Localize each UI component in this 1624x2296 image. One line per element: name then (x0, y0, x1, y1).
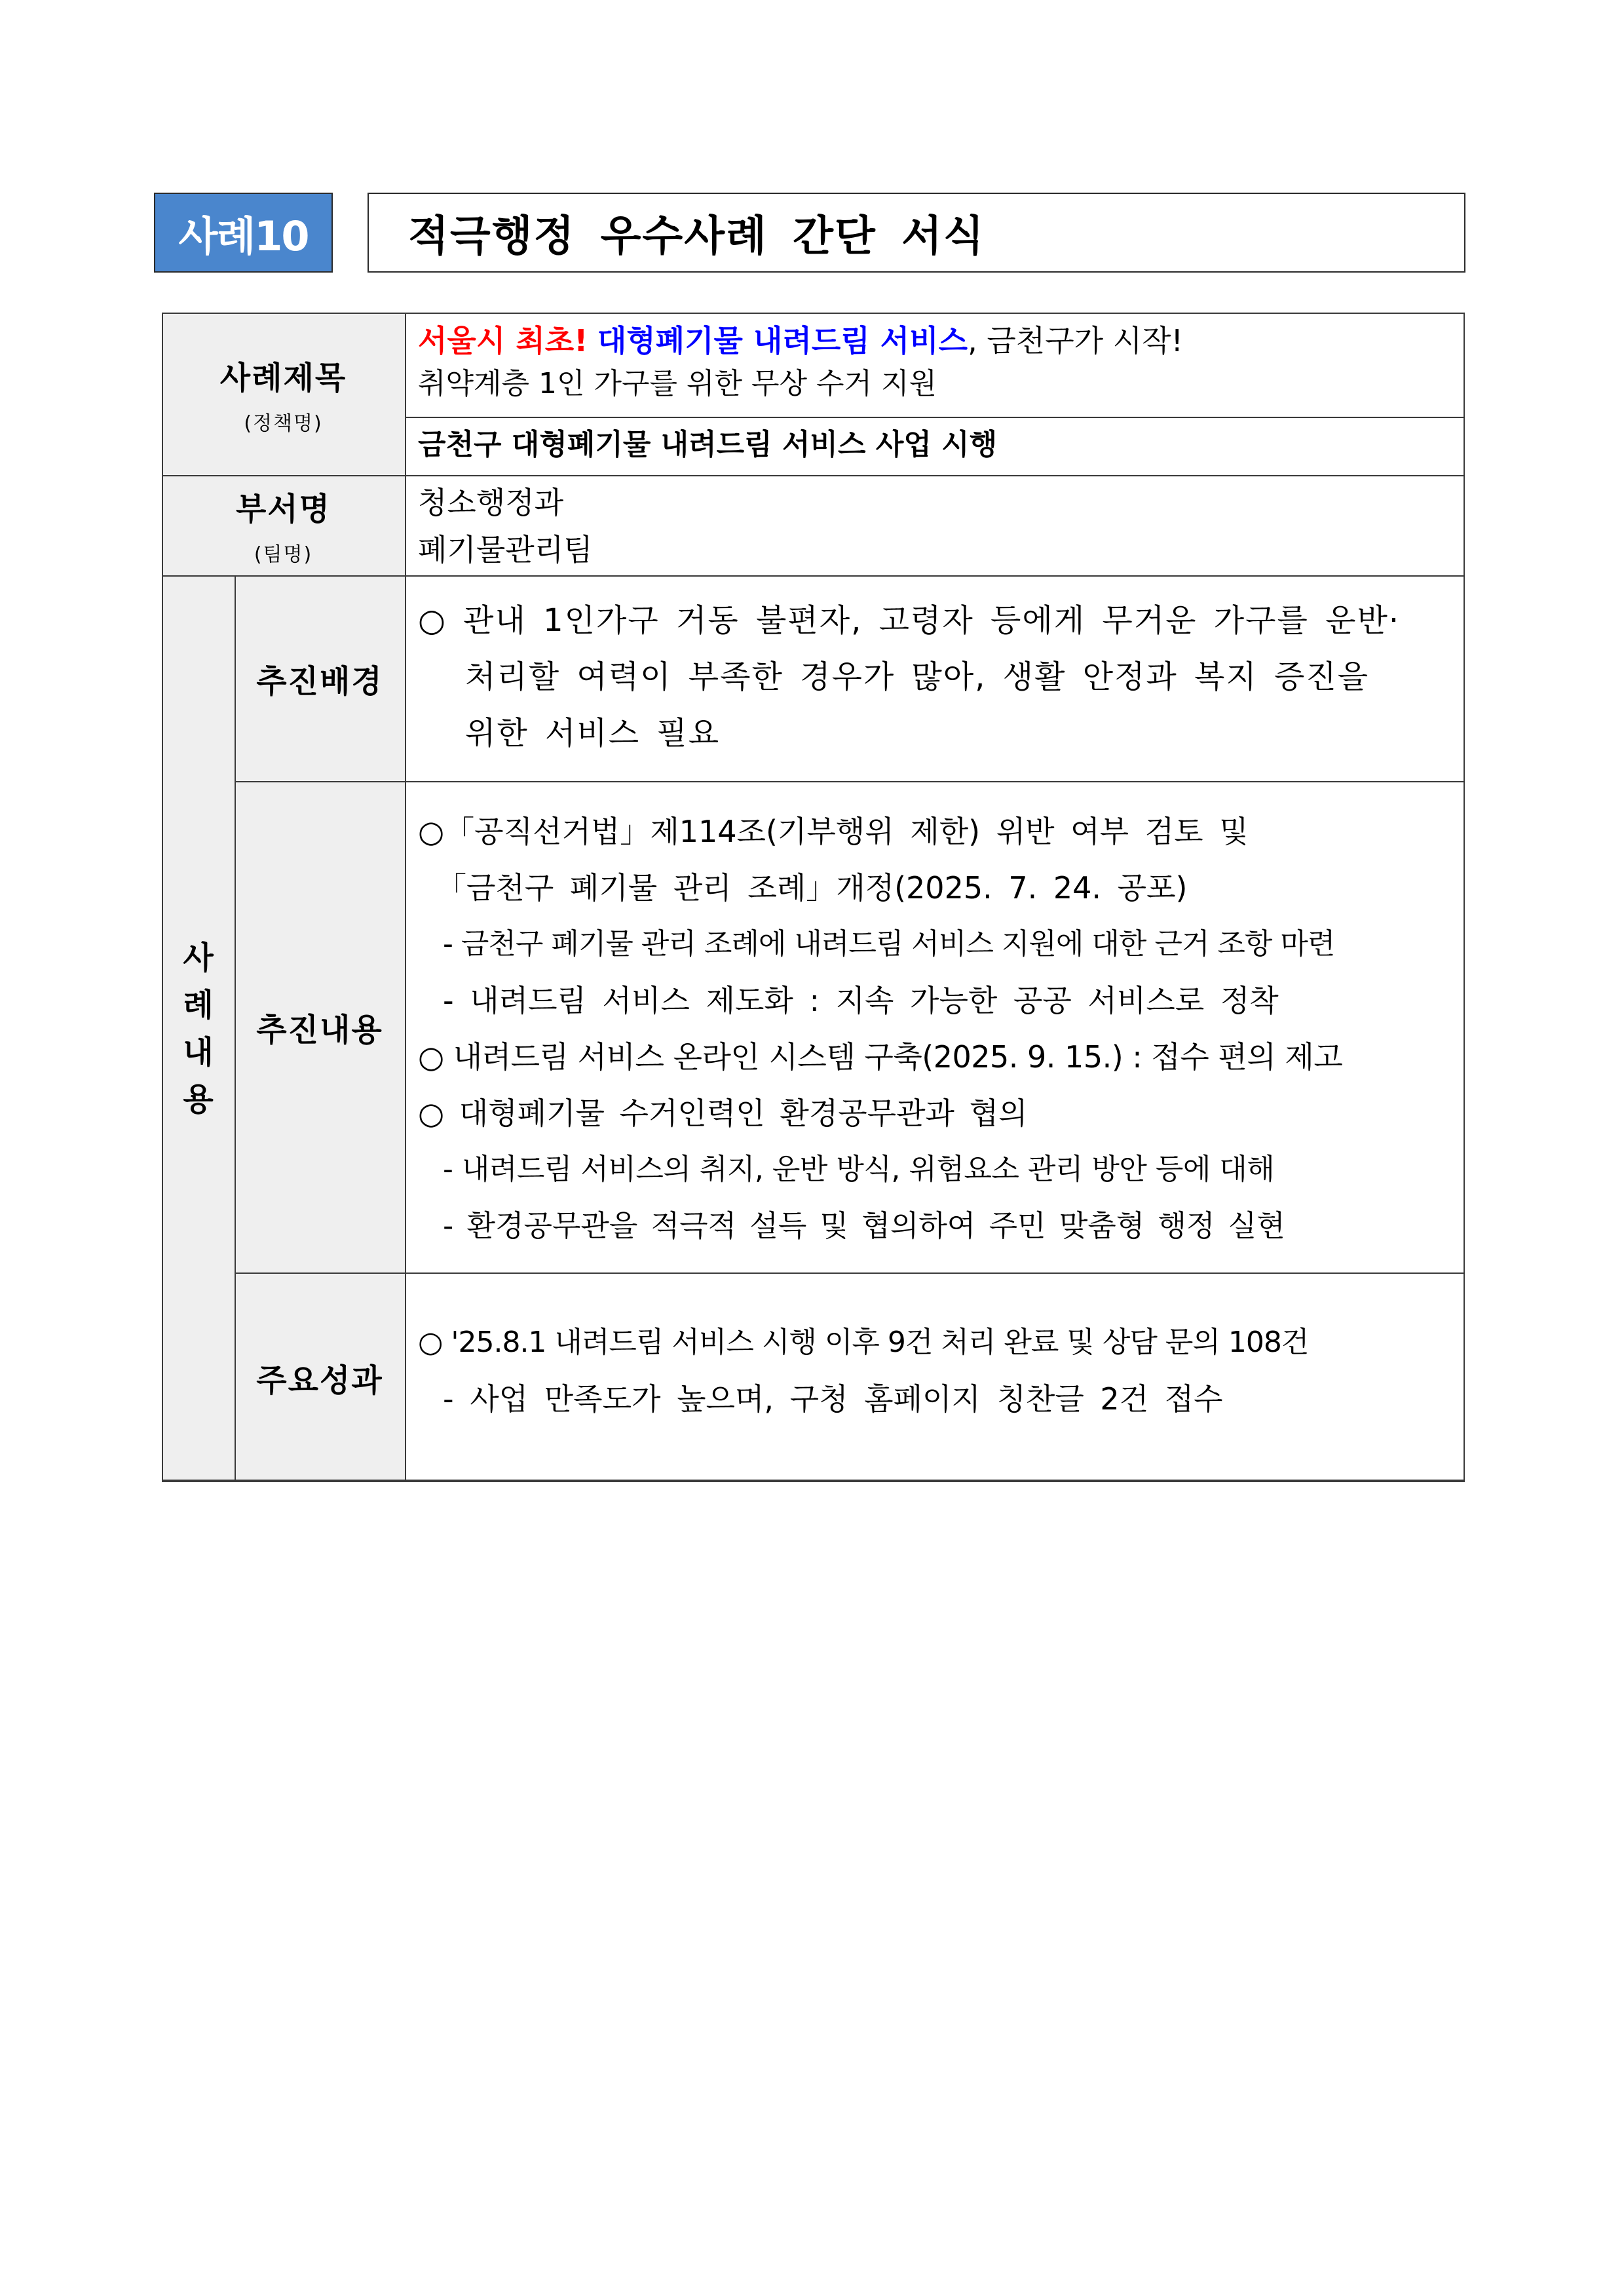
case-content-label (179, 934, 218, 1123)
headline-blue-text: 대형폐기물 내려드림 서비스 (597, 323, 968, 358)
department-name: 청소행정과 (418, 485, 564, 520)
results-line: ○ '25.8.1 내려드림 서비스 시행 이후 9건 처리 완료 및 상담 문의 108건 (418, 1326, 1309, 1359)
background-line: 처리할 여력이 부족한 경우가 많아, 생활 안정과 복지 증진을 (465, 659, 1370, 695)
divider (405, 313, 406, 1482)
label-char: 사 (183, 940, 214, 976)
details-line: ○「공직선거법」제114조(기부행위 제한) 위반 여부 검토 및 (418, 814, 1249, 849)
details-content (405, 781, 1465, 1272)
label-char: 용 (183, 1081, 214, 1118)
case-table (162, 313, 1465, 1482)
headline-rest-text: , 금천구가 시작! (968, 323, 1184, 358)
dept-label: 부서명 (235, 491, 331, 527)
case-subheadline: 취약계층 1인 가구를 위한 무상 수거 지원 (418, 367, 937, 400)
details-line: - 내려드림 서비스의 취지, 운반 방식, 위험요소 관리 방안 등에 대해 (443, 1153, 1275, 1186)
results-label-cell (235, 1272, 405, 1482)
details-line: - 내려드림 서비스 제도화 : 지속 가능한 공공 서비스로 정착 (443, 983, 1279, 1018)
results-label: 주요성과 (256, 1362, 383, 1399)
policy-name: 금천구 대형폐기물 내려드림 서비스 사업 시행 (418, 428, 998, 461)
case-title-content (405, 313, 1465, 417)
page-title-text: 적극행정 우수사례 간단 서식 (408, 212, 985, 261)
details-label: 추진내용 (256, 1011, 383, 1048)
results-content (405, 1272, 1465, 1482)
case-number-badge: 사례10 (154, 193, 333, 273)
label-char: 례 (183, 987, 214, 1024)
details-line: 「금천구 폐기물 관리 조례」개정(2025. 7. 24. 공포) (436, 870, 1188, 906)
details-line: - 환경공무관을 적극적 설득 및 협의하여 주민 맞춤형 행정 실현 (443, 1208, 1285, 1243)
dept-label-cell (162, 475, 405, 575)
dept-sublabel: (팀명) (254, 543, 313, 566)
divider (235, 1272, 1465, 1274)
case-title-label-cell (162, 313, 405, 475)
details-line: ○ 내려드림 서비스 온라인 시스템 구축(2025. 9. 15.) : 접수 편의 제고 (418, 1039, 1343, 1075)
page-title (368, 193, 1465, 273)
background-label-cell (235, 575, 405, 781)
divider (235, 781, 1465, 782)
headline-red-text: 서울시 최초! (418, 323, 588, 358)
label-char: 내 (183, 1034, 214, 1071)
team-name: 폐기물관리팀 (418, 532, 593, 567)
divider (162, 575, 1465, 577)
background-label: 추진배경 (256, 662, 383, 700)
divider (405, 417, 1465, 418)
case-content-label-cell (162, 575, 235, 1482)
details-line: - 금천구 폐기물 관리 조례에 내려드림 서비스 지원에 대한 근거 조항 마련 (443, 927, 1335, 961)
background-line: ○ 관내 1인가구 거동 불편자, 고령자 등에게 무거운 가구를 운반· (418, 602, 1401, 639)
details-line: ○ 대형폐기물 수거인력인 환경공무관과 협의 (418, 1096, 1028, 1131)
case-title-label: 사례제목 (219, 359, 347, 396)
background-line: 위한 서비스 필요 (465, 715, 721, 752)
case-title-sublabel: (정책명) (244, 411, 323, 435)
background-content (405, 575, 1465, 781)
results-line: - 사업 만족도가 높으며, 구청 홈페이지 칭찬글 2건 접수 (443, 1381, 1223, 1417)
dept-content (405, 475, 1465, 575)
divider (162, 475, 1465, 476)
case-headline (418, 319, 1465, 362)
divider (235, 575, 236, 1482)
details-label-cell (235, 781, 405, 1272)
